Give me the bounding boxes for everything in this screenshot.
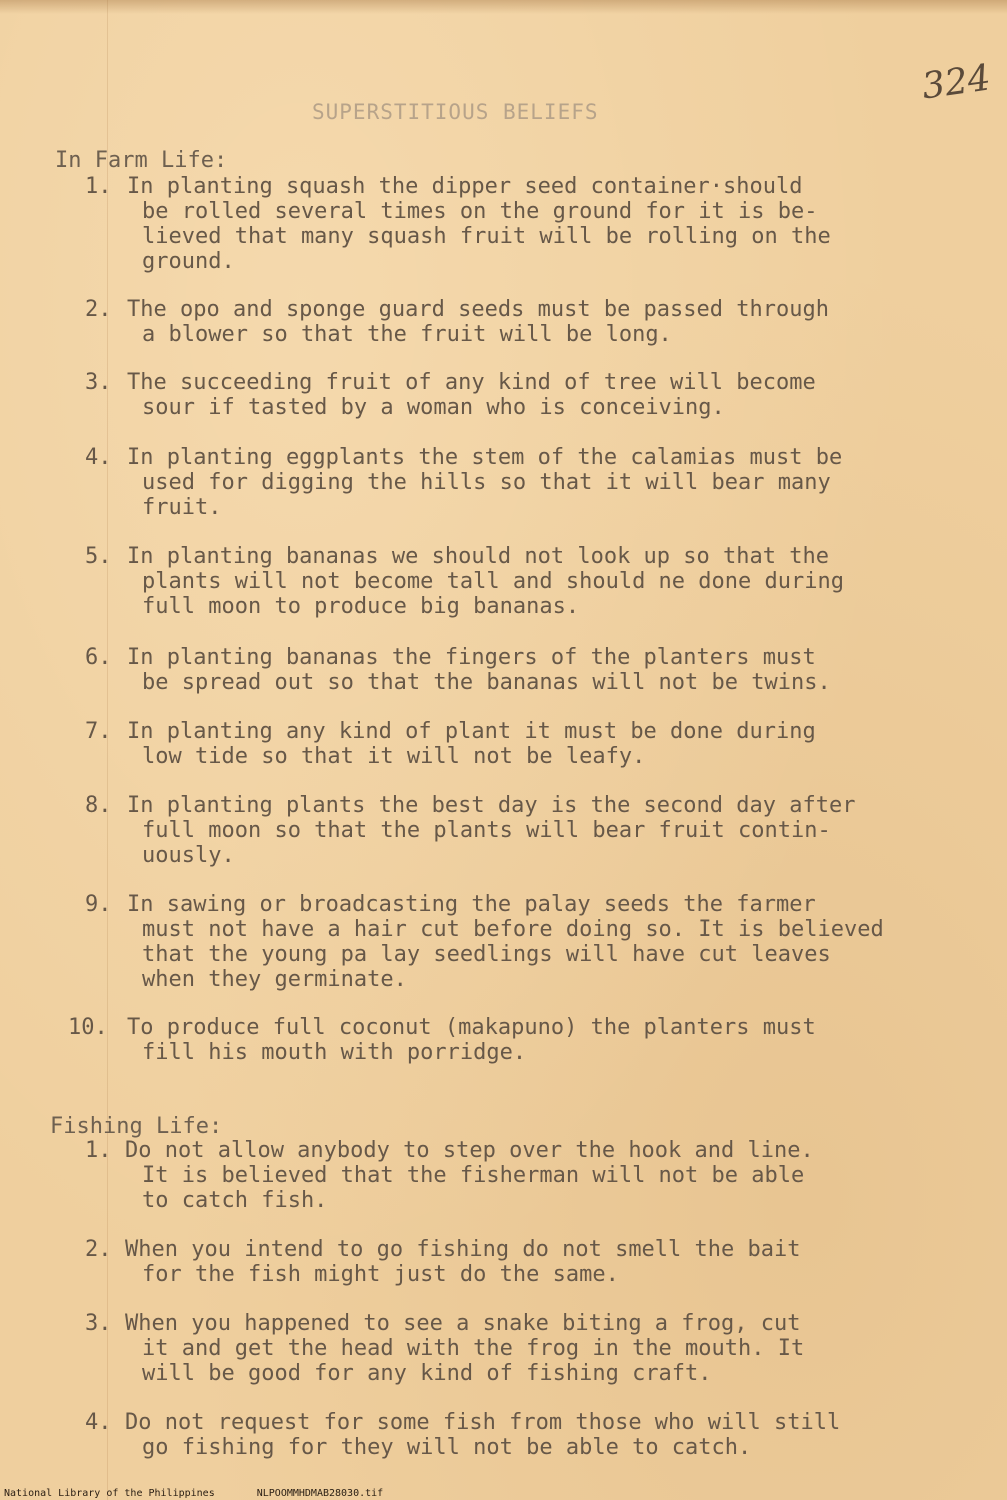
item-line: uously. bbox=[142, 843, 235, 868]
item-line: In planting squash the dipper seed container·should bbox=[127, 174, 803, 199]
farm-item-7 bbox=[85, 719, 816, 769]
item-line: When you happened to see a snake biting a frog, cut bbox=[125, 1311, 801, 1336]
item-line: sour if tasted by a woman who is conceiving. bbox=[142, 395, 725, 420]
item-line: be rolled several times on the ground for it is be- bbox=[142, 199, 818, 224]
item-number: 3. bbox=[85, 1311, 112, 1336]
item-line: a blower so that the fruit will be long. bbox=[142, 322, 672, 347]
item-line: In planting eggplants the stem of the calamias must be bbox=[127, 445, 843, 470]
fishing-life-heading: Fishing Life: bbox=[50, 1114, 223, 1139]
item-line: must not have a hair cut before doing so. It is believed bbox=[142, 917, 884, 942]
item-line: when they germinate. bbox=[142, 967, 407, 992]
item-number: 8. bbox=[85, 793, 112, 818]
item-line: fruit. bbox=[142, 495, 222, 520]
item-line: low tide so that it will not be leafy. bbox=[142, 744, 646, 769]
fishing-item-4 bbox=[85, 1410, 840, 1460]
fishing-item-1 bbox=[85, 1138, 814, 1213]
item-line: When you intend to go fishing do not smell the bait bbox=[125, 1237, 801, 1262]
item-line: be spread out so that the bananas will not be twins. bbox=[142, 670, 831, 695]
item-number: 2. bbox=[85, 1237, 112, 1262]
item-line: In planting bananas the fingers of the planters must bbox=[127, 645, 816, 670]
item-line: used for digging the hills so that it will bear many bbox=[142, 470, 831, 495]
scan-footer bbox=[4, 1488, 419, 1499]
item-number: 1. bbox=[85, 174, 112, 199]
item-number: 1. bbox=[85, 1138, 112, 1163]
farm-item-3 bbox=[85, 370, 816, 420]
item-line: The succeeding fruit of any kind of tree will become bbox=[127, 370, 816, 395]
handwritten-page-number: 324 bbox=[919, 57, 994, 108]
item-line: will be good for any kind of fishing craft. bbox=[142, 1361, 712, 1386]
item-line: It is believed that the fisherman will not be able bbox=[142, 1163, 805, 1188]
farm-item-10 bbox=[68, 1015, 816, 1065]
farm-item-1 bbox=[85, 174, 831, 274]
item-number: 7. bbox=[85, 719, 112, 744]
item-line: that the young pa lay seedlings will have cut leaves bbox=[142, 942, 831, 967]
item-line: To produce full coconut (makapuno) the planters must bbox=[127, 1015, 816, 1040]
item-line: In planting bananas we should not look up so that the bbox=[127, 544, 829, 569]
item-number: 5. bbox=[85, 544, 112, 569]
item-number: 3. bbox=[85, 370, 112, 395]
item-line: for the fish might just do the same. bbox=[142, 1262, 619, 1287]
item-line: ground. bbox=[142, 249, 235, 274]
item-line: In planting plants the best day is the second day after bbox=[127, 793, 856, 818]
item-line: lieved that many squash fruit will be rolling on the bbox=[142, 224, 831, 249]
item-line: In sawing or broadcasting the palay seeds the farmer bbox=[127, 892, 816, 917]
item-line: In planting any kind of plant it must be done during bbox=[127, 719, 816, 744]
item-line: go fishing for they will not be able to catch. bbox=[142, 1435, 752, 1460]
farm-item-9 bbox=[85, 892, 884, 992]
item-line: fill his mouth with porridge. bbox=[142, 1040, 527, 1065]
item-number: 4. bbox=[85, 445, 112, 470]
item-line: The opo and sponge guard seeds must be passed through bbox=[127, 297, 829, 322]
farm-item-2 bbox=[85, 297, 829, 347]
item-number: 2. bbox=[85, 297, 112, 322]
item-line: Do not request for some fish from those who will still bbox=[125, 1410, 841, 1435]
item-line: it and get the head with the frog in the mouth. It bbox=[142, 1336, 805, 1361]
item-line: full moon to produce big bananas. bbox=[142, 594, 580, 619]
item-number: 9. bbox=[85, 892, 112, 917]
farm-item-5 bbox=[85, 544, 844, 619]
farm-item-6 bbox=[85, 645, 831, 695]
farm-life-heading: In Farm Life: bbox=[55, 148, 228, 173]
document-title: SUPERSTITIOUS BELIEFS bbox=[312, 100, 599, 124]
farm-item-4 bbox=[85, 445, 842, 520]
item-line: full moon so that the plants will bear fruit contin- bbox=[142, 818, 831, 843]
footer-file: NLPOOMMHDMAB28030.tif bbox=[256, 1488, 384, 1499]
item-number: 4. bbox=[85, 1410, 112, 1435]
page-edge-shadow bbox=[0, 0, 1007, 14]
footer-library: National Library of the Philippines bbox=[4, 1488, 215, 1499]
fishing-item-3 bbox=[85, 1311, 804, 1386]
item-number: 10. bbox=[68, 1015, 108, 1040]
item-line: plants will not become tall and should ne done during bbox=[142, 569, 844, 594]
farm-item-8 bbox=[85, 793, 855, 868]
item-line: to catch fish. bbox=[142, 1188, 328, 1213]
fishing-item-2 bbox=[85, 1237, 801, 1287]
item-line: Do not allow anybody to step over the hook and line. bbox=[125, 1138, 814, 1163]
item-number: 6. bbox=[85, 645, 112, 670]
